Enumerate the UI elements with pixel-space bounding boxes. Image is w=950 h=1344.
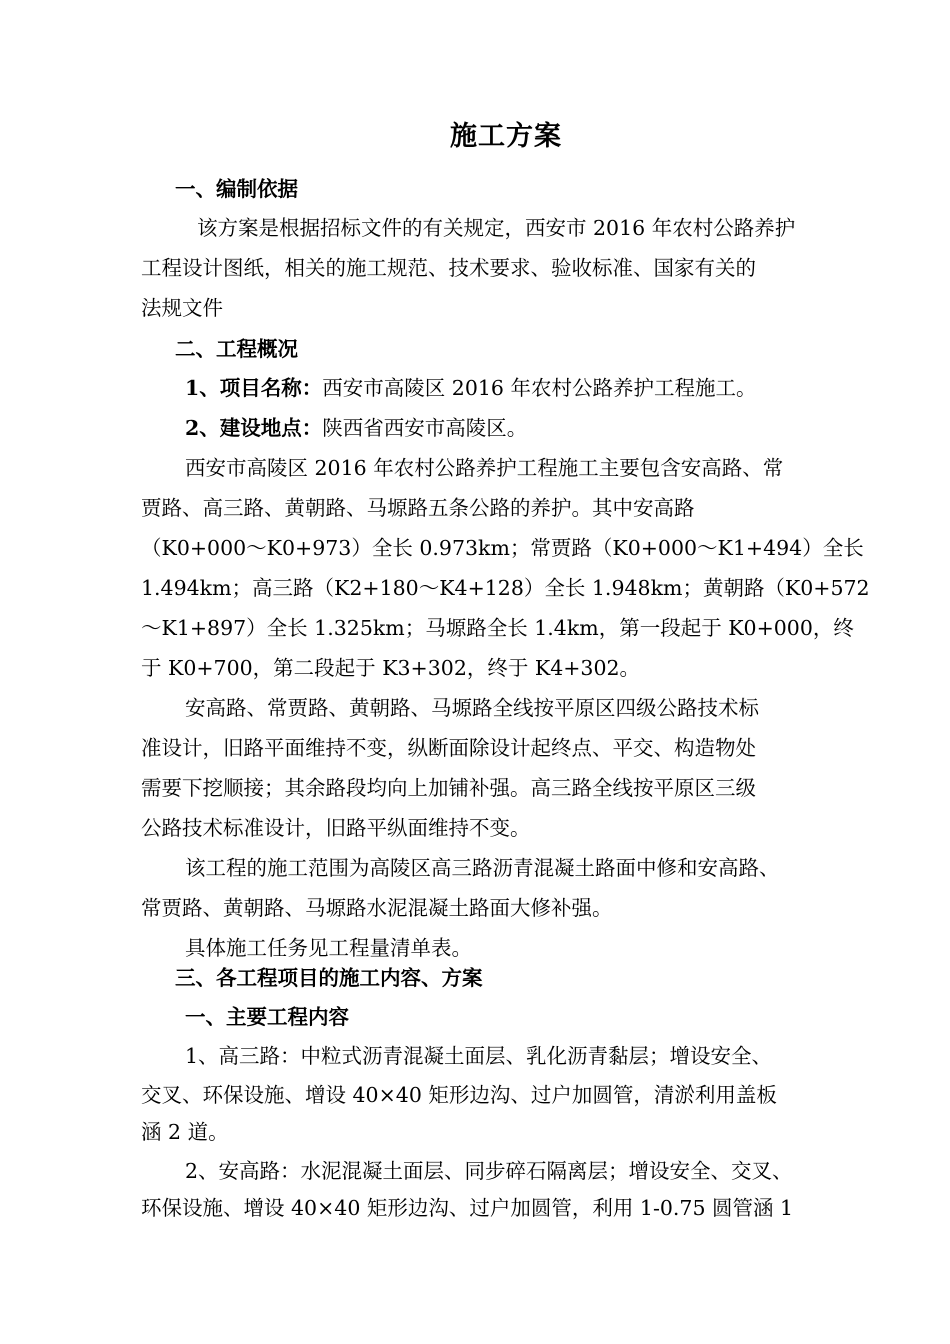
project-name-line bbox=[185, 373, 756, 403]
paragraph-line: 法规文件 bbox=[141, 296, 223, 320]
section-heading-overview: 二、工程概况 bbox=[175, 337, 298, 361]
project-name-value: 西安市高陵区 2016 年农村公路养护工程施工。 bbox=[322, 376, 757, 400]
paragraph-line: 交叉、环保设施、增设 40×40 矩形边沟、过户加圆管，清淤利用盖板 bbox=[141, 1083, 777, 1107]
project-name-label: 1、项目名称： bbox=[185, 376, 323, 400]
section-heading-construction: 三、各工程项目的施工内容、方案 bbox=[175, 966, 483, 990]
paragraph-line: 环保设施、增设 40×40 矩形边沟、过户加圆管，利用 1-0.75 圆管涵 1 bbox=[141, 1196, 794, 1220]
paragraph-line: ～K1+897）全长 1.325km；马塬路全长 1.4km，第一段起于 K0+000，终 bbox=[141, 616, 854, 640]
paragraph-line: 贾路、高三路、黄朝路、马塬路五条公路的养护。其中安高路 bbox=[141, 496, 695, 520]
paragraph-line: 公路技术标准设计，旧路平纵面维持不变。 bbox=[141, 816, 531, 840]
paragraph-line: 准设计，旧路平面维持不变，纵断面除设计起终点、平交、构造物处 bbox=[141, 736, 756, 760]
paragraph-line: 常贾路、黄朝路、马塬路水泥混凝土路面大修补强。 bbox=[141, 896, 613, 920]
paragraph-line: 1、高三路：中粒式沥青混凝土面层、乳化沥青黏层；增设安全、 bbox=[185, 1044, 773, 1068]
paragraph-line: 2、安高路：水泥混凝土面层、同步碎石隔离层；增设安全、交叉、 bbox=[185, 1159, 793, 1183]
paragraph-line: 需要下挖顺接；其余路段均向上加铺补强。高三路全线按平原区三级 bbox=[141, 776, 756, 800]
paragraph-line: 具体施工任务见工程量清单表。 bbox=[185, 936, 472, 960]
paragraph-line: 该方案是根据招标文件的有关规定，西安市 2016 年农村公路养护 bbox=[197, 216, 796, 240]
paragraph-line: 涵 2 道。 bbox=[141, 1120, 229, 1144]
section-heading-basis: 一、编制依据 bbox=[175, 177, 298, 201]
paragraph-line: 工程设计图纸，相关的施工规范、技术要求、验收标准、国家有关的 bbox=[141, 256, 756, 280]
paragraph-line: 西安市高陵区 2016 年农村公路养护工程施工主要包含安高路、常 bbox=[185, 456, 784, 480]
paragraph-line: （K0+000～K0+973）全长 0.973km；常贾路（K0+000～K1+494）全长 bbox=[141, 536, 864, 560]
paragraph-line: 1.494km；高三路（K2+180～K4+128）全长 1.948km；黄朝路（K0+572 bbox=[141, 576, 870, 600]
document-title: 施工方案 bbox=[450, 121, 562, 152]
subsection-heading-main-works: 一、主要工程内容 bbox=[185, 1005, 349, 1029]
paragraph-line: 于 K0+700，第二段起于 K3+302，终于 K4+302。 bbox=[141, 656, 641, 680]
project-location-line bbox=[185, 413, 527, 443]
project-location-value: 陕西省西安市高陵区。 bbox=[322, 416, 528, 440]
project-location-label: 2、建设地点： bbox=[185, 416, 323, 440]
paragraph-line: 该工程的施工范围为高陵区高三路沥青混凝土路面中修和安高路、 bbox=[185, 856, 780, 880]
paragraph-line: 安高路、常贾路、黄朝路、马塬路全线按平原区四级公路技术标 bbox=[185, 696, 759, 720]
